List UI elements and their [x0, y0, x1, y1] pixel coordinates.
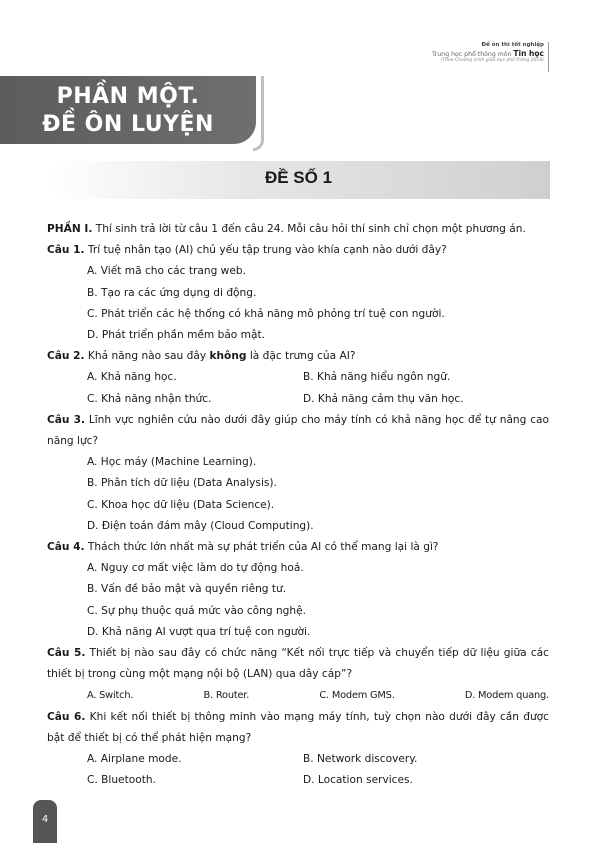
header-rule	[548, 42, 549, 72]
option-c: C. Phát triển các hệ thống có khả năng mô phỏng trí tuệ con người.	[87, 307, 445, 320]
option-c: C. Bluetooth.	[87, 774, 156, 787]
question-text: Lĩnh vực nghiên cứu nào dưới đây giúp cho máy tính có khả năng học để tự nâng cao năng lực?	[47, 413, 549, 448]
option-b: B. Vấn đề bảo mật và quyền riêng tư.	[87, 583, 287, 596]
question-5	[47, 643, 549, 685]
running-header	[432, 42, 544, 63]
option-d: D. Phát triển phần mềm bảo mật.	[87, 329, 265, 342]
header-subject: Tin học	[513, 48, 544, 58]
section-instruction	[47, 219, 549, 240]
option-d: D. Location services.	[303, 774, 413, 787]
header-line-2	[432, 49, 544, 58]
question-1	[47, 240, 549, 261]
page-number: 4	[41, 814, 49, 825]
option-a: A. Học máy (Machine Learning).	[87, 456, 257, 469]
option-c: C. Khả năng nhận thức.	[87, 392, 212, 405]
option-row	[47, 770, 549, 791]
option-d: D. Khả năng AI vượt qua trí tuệ con người.	[87, 625, 311, 638]
option-row	[47, 749, 549, 770]
option-b: B. Network discovery.	[303, 753, 418, 766]
option-c: C. Sự phụ thuộc quá mức vào công nghệ.	[87, 604, 306, 617]
header-line-1: Đề ôn thi tốt nghiệp	[481, 42, 544, 48]
option-d: D. Điện toán đám mây (Cloud Computing).	[87, 519, 314, 532]
question-text: Thách thức lớn nhất mà sự phát triển của AI có thể mang lại là gì?	[84, 541, 439, 554]
option-row	[47, 685, 549, 706]
question-label: Câu 6.	[47, 710, 86, 723]
header-prefix: Trung học phổ thông môn	[431, 50, 512, 58]
header-line-3: (Theo Chương trình giáo dục phổ thông 2018)	[440, 58, 544, 64]
option-row	[47, 389, 549, 410]
option-b: B. Router.	[203, 690, 250, 702]
section-label: PHẦN I.	[47, 223, 93, 235]
question-3	[47, 410, 549, 452]
option-d: D. Modem quang.	[464, 690, 549, 702]
question-label: Câu 3.	[47, 413, 86, 426]
question-label: Câu 5.	[47, 647, 86, 660]
option-b: B. Phân tích dữ liệu (Data Analysis).	[87, 477, 277, 490]
question-label: Câu 1.	[47, 244, 85, 257]
section-text: Thí sinh trả lời từ câu 1 đến câu 24. Mỗi câu hỏi thí sinh chỉ chọn một phương án.	[92, 223, 526, 235]
part-title-line-1: PHẦN MỘT.	[56, 84, 200, 109]
question-list	[47, 219, 549, 791]
exam-title: ĐỀ SỐ 1	[264, 168, 333, 187]
part-title-line-2: ĐỀ ÔN LUYỆN	[42, 112, 214, 137]
question-emphasis: không	[209, 350, 247, 363]
question-label: Câu 4.	[47, 541, 85, 554]
question-text: Khi kết nối thiết bị thông minh vào mạng máy tính, tuỳ chọn nào dưới đây cần được bật để thiết bị có thể phát hiện mạng?	[47, 710, 549, 744]
question-2	[47, 346, 549, 367]
option-a: A. Nguy cơ mất việc làm do tự động hoá.	[87, 562, 304, 575]
option-a: A. Viết mã cho các trang web.	[87, 265, 246, 278]
question-text: Thiết bị nào sau đây có chức năng “Kết nối trực tiếp và chuyển tiếp dữ liệu giữa các thiết bị trong cùng một mạng nội bộ (LAN) qua dây cáp”?	[47, 647, 549, 681]
question-text: Khả năng nào sau đây	[84, 350, 210, 363]
option-b: B. Tạo ra các ứng dụng di động.	[87, 286, 257, 299]
option-a: A. Khả năng học.	[87, 371, 177, 384]
question-4	[47, 537, 549, 558]
option-row	[47, 367, 549, 388]
question-label: Câu 2.	[47, 350, 85, 363]
question-6	[47, 707, 549, 749]
question-text: Trí tuệ nhân tạo (AI) chủ yếu tập trung vào khía cạnh nào dưới đây?	[84, 244, 447, 257]
option-a: A. Switch.	[87, 690, 134, 702]
option-b: B. Khả năng hiểu ngôn ngữ.	[303, 371, 451, 384]
option-c: C. Khoa học dữ liệu (Data Science).	[87, 498, 275, 511]
option-d: D. Khả năng cảm thụ văn học.	[303, 392, 464, 405]
option-a: A. Airplane mode.	[87, 753, 182, 766]
option-c: C. Modem GMS.	[319, 690, 395, 702]
question-text-end: là đặc trưng của AI?	[246, 350, 356, 363]
